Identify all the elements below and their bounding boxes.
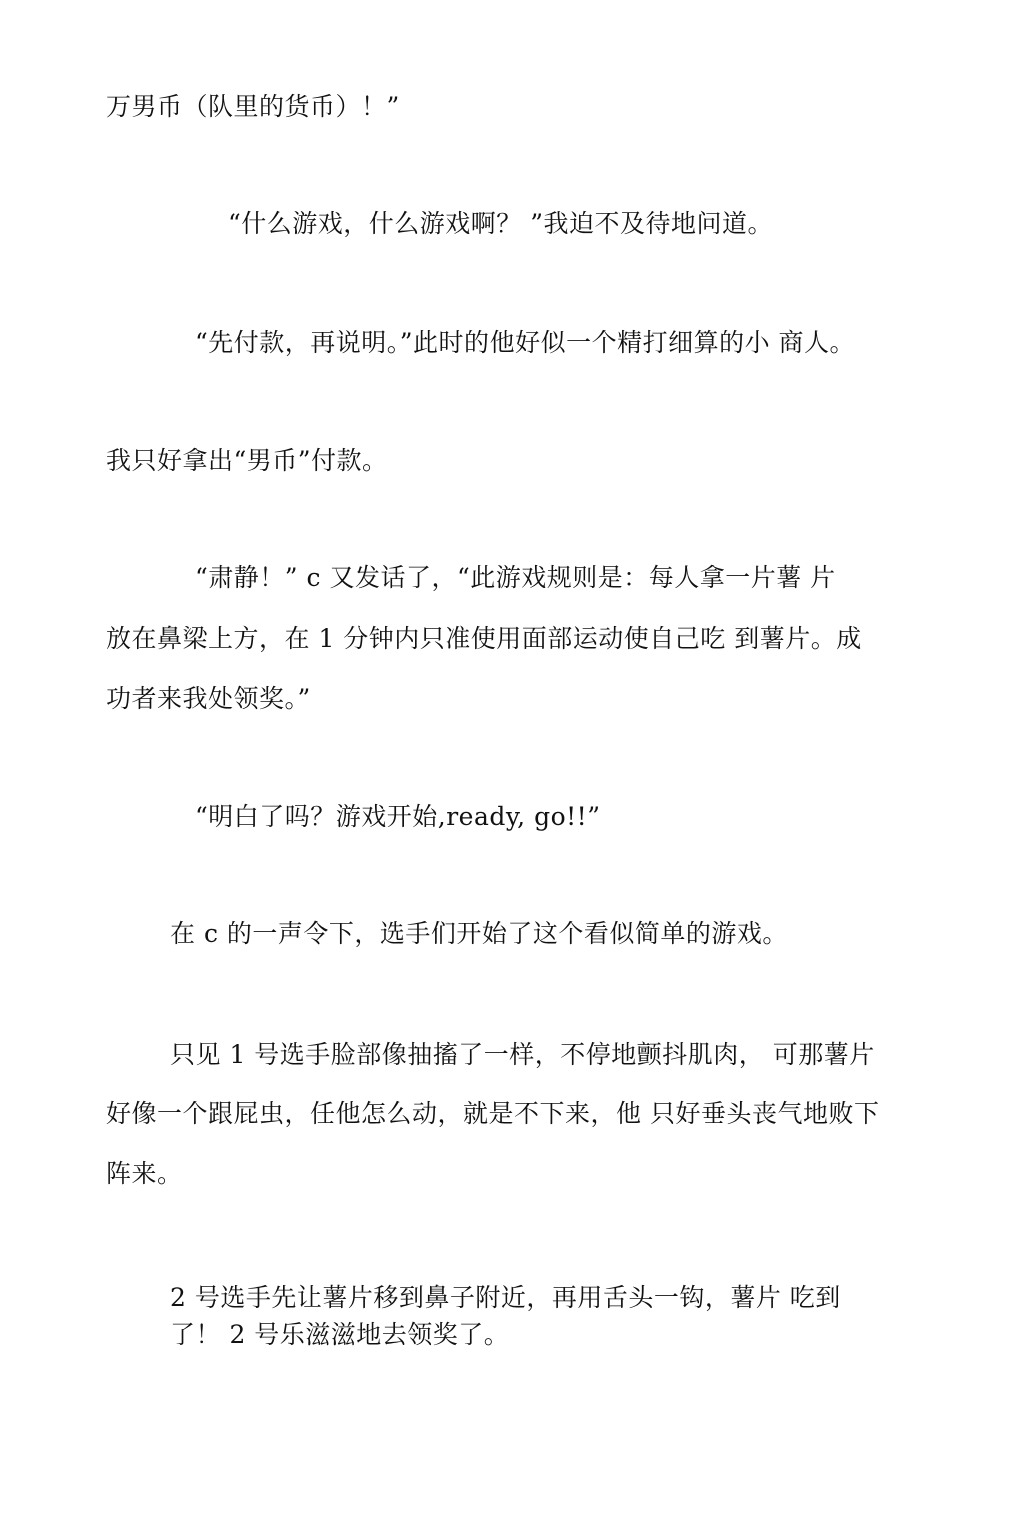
text-line-10: 只见 1 号选手脸部像抽搐了一样，不停地颤抖肌肉， 可那薯片 — [170, 1040, 875, 1069]
text-line-14: 了！ 2 号乐滋滋地去领奖了。 — [170, 1320, 510, 1349]
text-line-9: 在 c 的一声令下，选手们开始了这个看似简单的游戏。 — [170, 919, 788, 948]
text-line-3: “先付款，再说明。”此时的他好似一个精打细算的小 商人。 — [195, 328, 856, 357]
text-line-8: “明白了吗？游戏开始,ready, go!!” — [195, 802, 601, 831]
text-line-7: 功者来我处领奖。” — [106, 684, 311, 713]
text-line-13: 2 号选手先让薯片移到鼻子附近，再用舌头一钩，薯片 吃到 — [170, 1283, 841, 1312]
text-line-4: 我只好拿出“男币”付款。 — [106, 446, 388, 475]
text-line-2: “什么游戏，什么游戏啊？ ”我迫不及待地问道。 — [228, 209, 774, 238]
text-line-6: 放在鼻梁上方，在 1 分钟内只准使用面部运动使自己吃 到薯片。成 — [106, 624, 862, 653]
text-line-11: 好像一个跟屁虫，任他怎么动，就是不下来，他 只好垂头丧气地败下 — [106, 1099, 880, 1128]
text-line-1: 万男币（队里的货币）！” — [106, 92, 400, 121]
text-line-12: 阵来。 — [106, 1159, 183, 1188]
text-line-5: “肃静！” c 又发话了，“此游戏规则是：每人拿一片薯 片 — [195, 563, 836, 592]
